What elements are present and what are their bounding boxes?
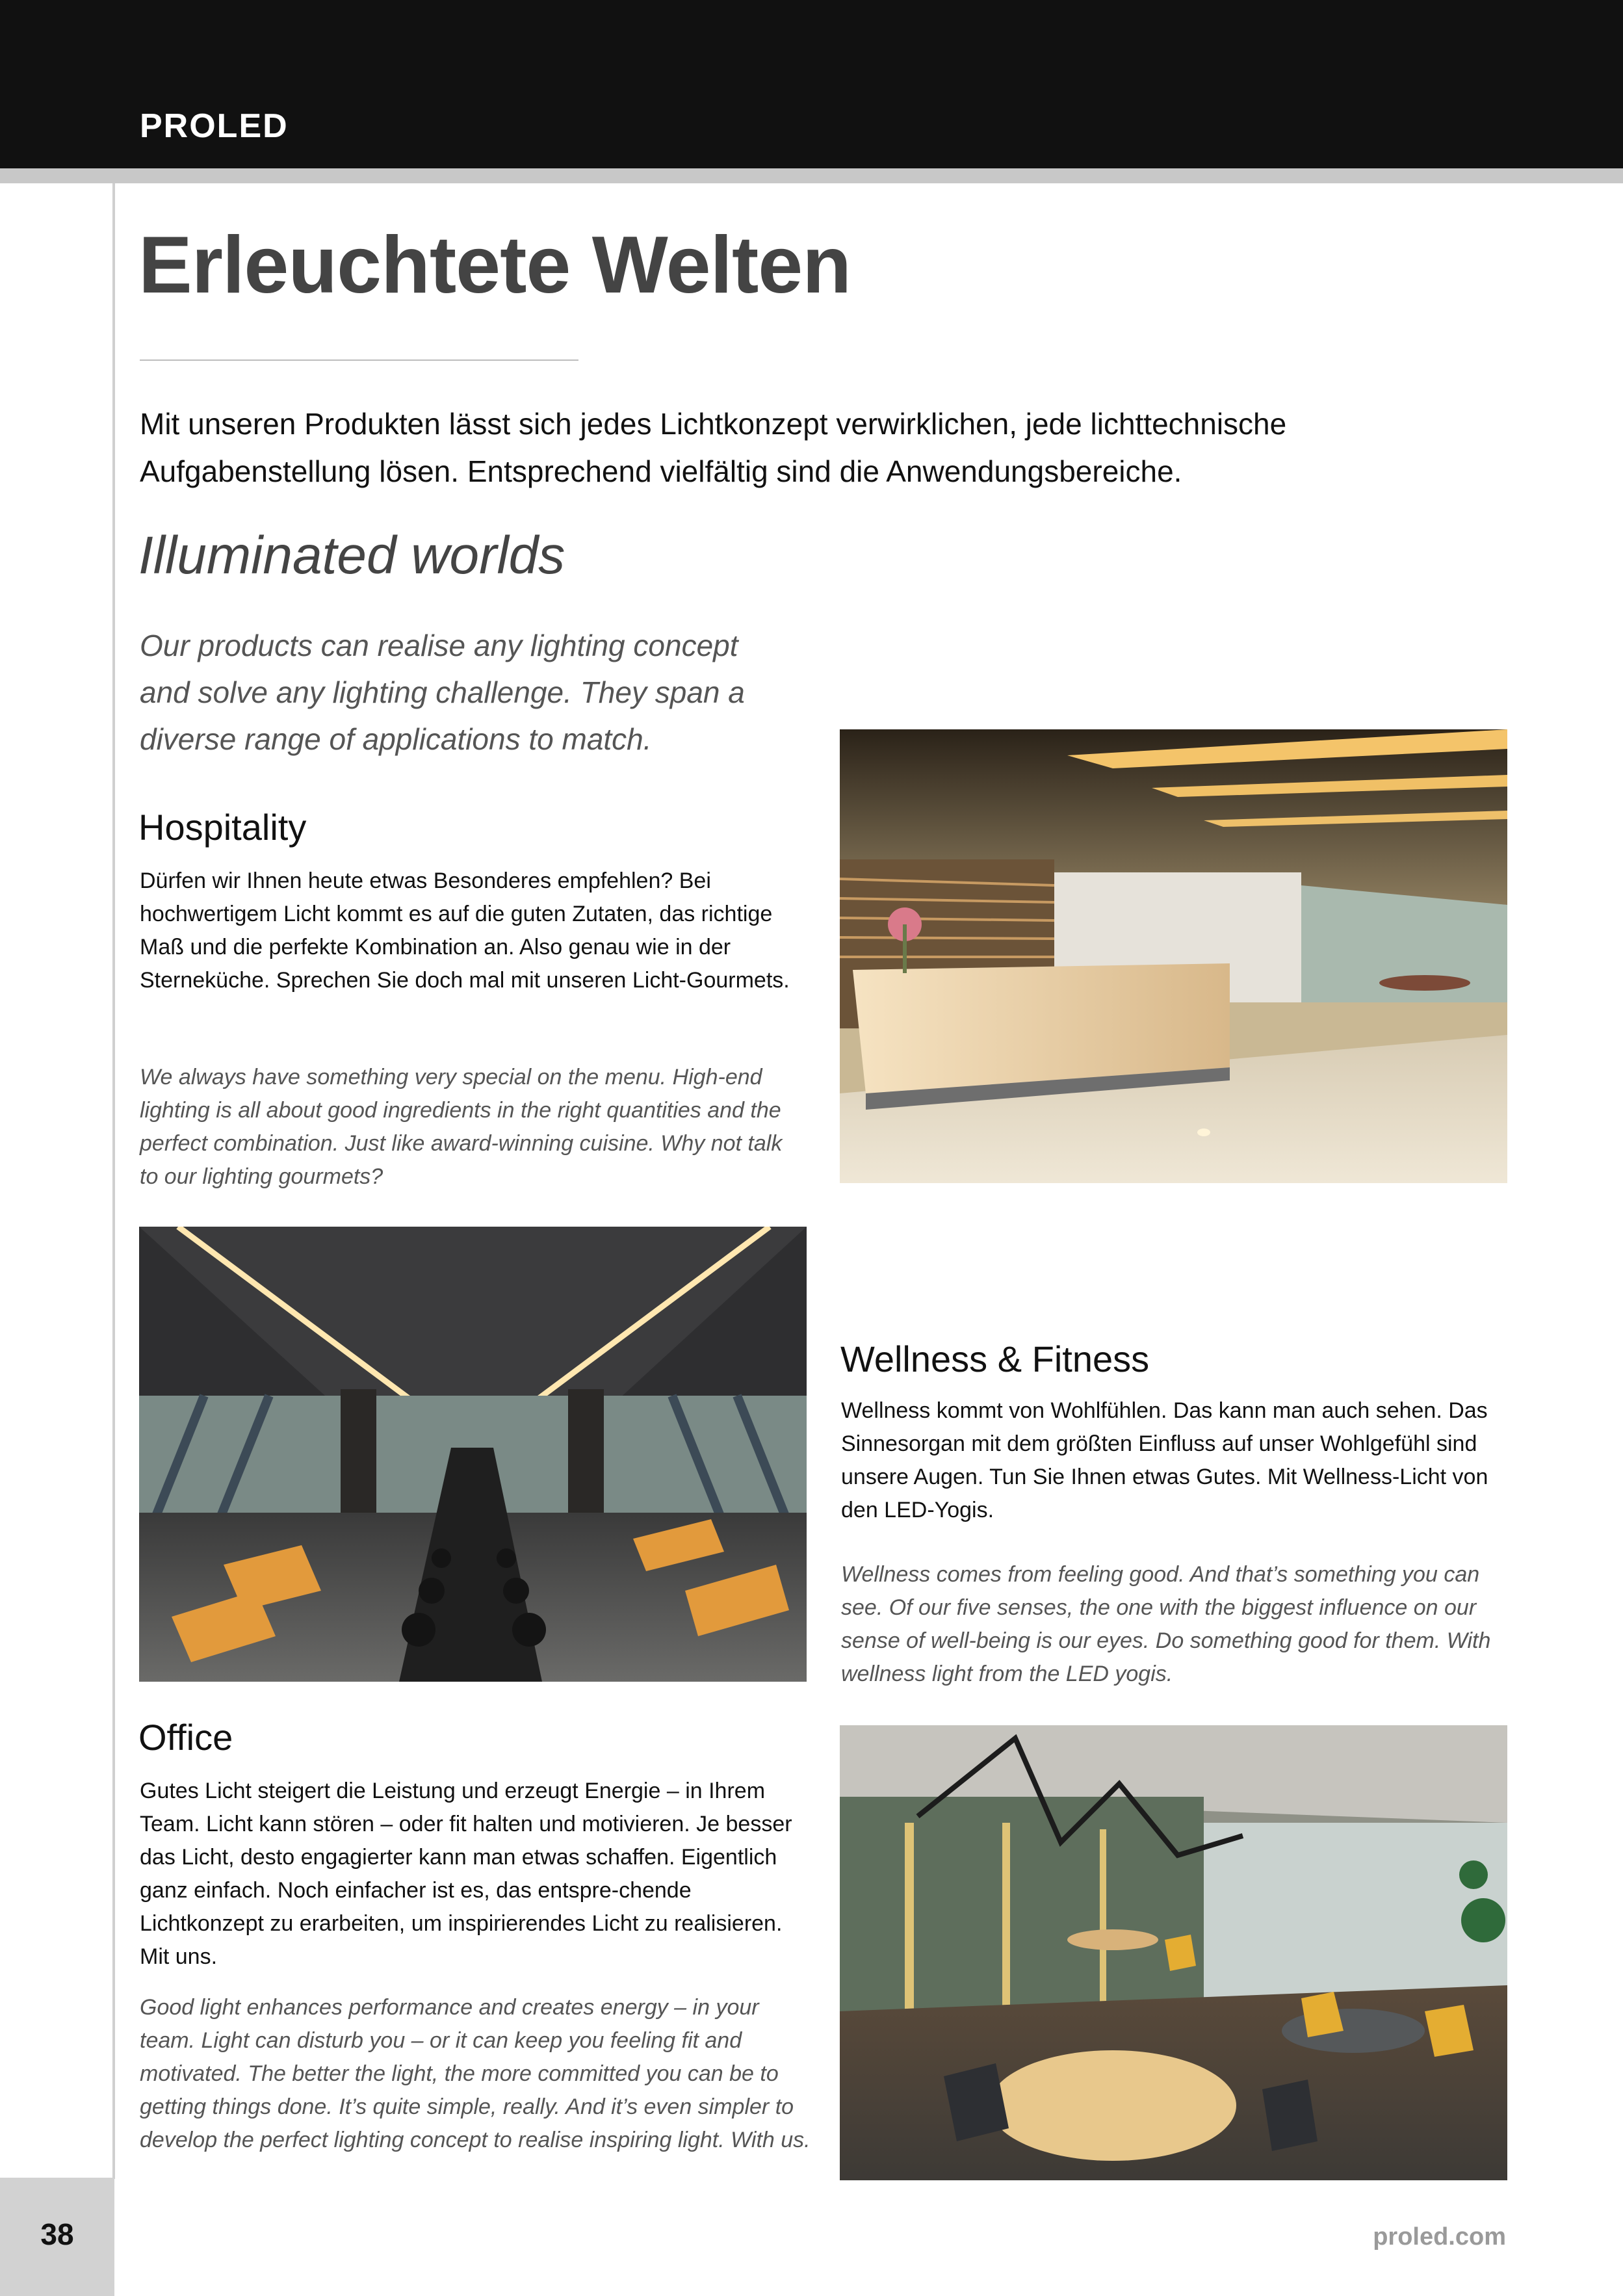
page-number: 38 xyxy=(40,2217,74,2251)
intro-text-de: Mit unseren Produkten lässt sich jedes Lichtkonzept verwirklichen, jede lichttechnische Aufgabenstellung lösen. Entsprechend vielfältig sind die Anwendungsbereiche. xyxy=(140,407,1287,488)
section-title-hospitality: Hospitality xyxy=(138,807,307,848)
office-photo xyxy=(840,1725,1507,2180)
page-title: Erleuchtete Welten xyxy=(138,220,851,310)
intro-text-en: Our products can realise any lighting concept and solve any lighting challenge. They span a diverse range of applications to match. xyxy=(140,629,745,756)
section-text-en-wellness: Wellness comes from feeling good. And that’s something you can see. Of our five senses, the one with the biggest influence on our sense of well-being is our eyes. Do something good for them. With wellness light from the LED yogis. xyxy=(841,1562,1491,1686)
page-title-en: Illuminated worlds xyxy=(138,526,565,585)
hotel-lobby-photo xyxy=(840,729,1507,1183)
brand-logo-text: PROLED xyxy=(140,107,289,145)
section-title-wellness: Wellness & Fitness xyxy=(840,1338,1150,1379)
section-text-de-hospitality: Dürfen wir Ihnen heute etwas Besonderes empfehlen? Bei hochwertigem Licht kommt es auf die guten Zutaten, das richtige Maß und die perfekte Kombination an. Also genau wie in der Sterneküche. Sprechen Sie doch mal mit unseren Licht-Gourmets. xyxy=(140,868,790,993)
section-text-en-hospitality: We always have something very special on the menu. High-end lighting is all about good ingredients in the right quantities and the perfect combination. Just like award-winning cuisine. Why not talk to our lighting gourmets? xyxy=(140,1065,783,1189)
left-margin-rule xyxy=(112,183,115,2179)
section-text-de-wellness: Wellness kommt von Wohlfühlen. Das kann man auch sehen. Das Sinnesorgan mit dem größten Einfluss auf unser Wohlgefühl sind unsere Augen. Tun Sie Ihnen etwas Gutes. Mit Wellness-Licht von den LED-Yogis. xyxy=(841,1398,1488,1522)
title-divider xyxy=(140,359,578,361)
section-title-office: Office xyxy=(138,1717,233,1758)
gym-photo xyxy=(139,1227,807,1682)
section-text-de-office: Gutes Licht steigert die Leistung und erzeugt Energie – in Ihrem Team. Licht kann stören – oder fit halten und motivieren. Je besser das Licht, desto engagierter kann man etwas schaffen. Eigentlich ganz einfach. Noch einfacher ist es, das entspre-chende Lichtkonzept zu erarbeiten, um inspirierendes Licht zu realisieren. Mit uns. xyxy=(140,1779,792,1969)
section-text-en-office: Good light enhances performance and creates energy – in your team. Light can disturb you – or it can keep you feeling fit and motivated. The better the light, the more committed you can be to getting things done. It’s quite simple, really. And it’s even simpler to develop the perfect lighting concept to realise inspiring light. With us. xyxy=(140,1995,811,2152)
footer-url: proled.com xyxy=(1373,2223,1506,2250)
header-stripe xyxy=(0,168,1623,183)
